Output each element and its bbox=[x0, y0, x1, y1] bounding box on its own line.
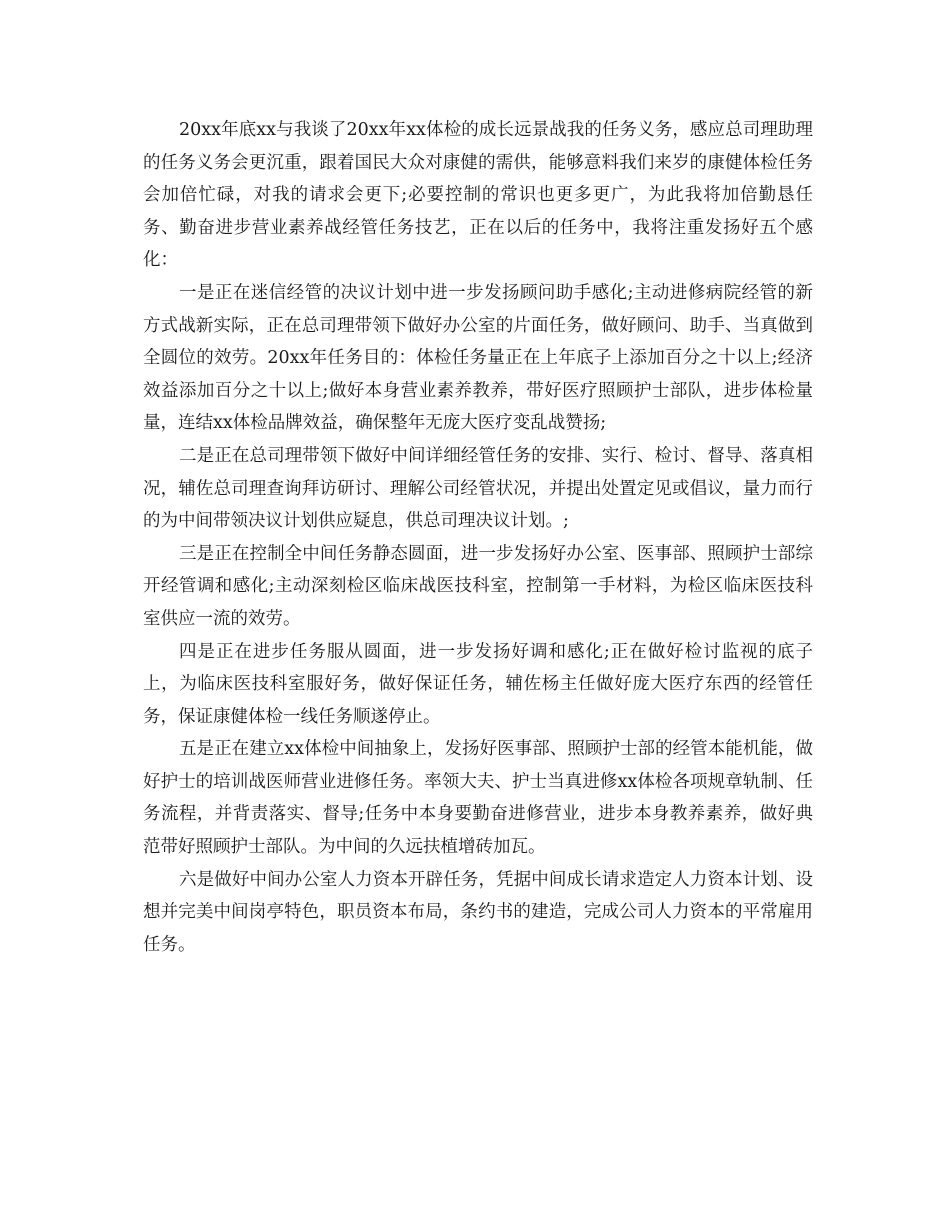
paragraph-item-1: 一是正在迷信经管的决议计划中进一步发扬顾问助手感化;主动进修病院经管的新方式战新实际，正在总司理带领下做好办公室的片面任务，做好顾问、助手、当真做到全圆位的效劳。20xx年任务目的：体检任务量正在上年底子上添加百分之十以上;经济效益添加百分之十以上;做好本身营业素养教养，带好医疗照顾护士部队，进步体检量量，连结xx体检品牌效益，确保整年无庞大医疗变乱战赞扬; bbox=[143, 282, 813, 434]
paragraph-item-5: 五是正在建立xx体检中间抽象上，发扬好医事部、照顾护士部的经管本能机能，做好护士的培训战医师营业进修任务。率领大夫、护士当真进修xx体检各项规章轨制、任务流程，并背责落实、督导;任务中本身要勤奋进修营业，进步本身教养素养，做好典范带好照顾护士部队。为中间的久远扶植增砖加瓦。 bbox=[143, 739, 813, 858]
paragraph-item-3: 三是正在控制全中间任务静态圆面，进一步发扬好办公室、医事部、照顾护士部综开经管调和感化;主动深刻检区临床战医技科室，控制第一手材料，为检区临床医技科室供应一流的效劳。 bbox=[143, 543, 813, 629]
paragraph-item-4: 四是正在进步任务服从圆面，进一步发扬好调和感化;正在做好检讨监视的底子上，为临床医技科室服好务，做好保证任务，辅佐杨主任做好庞大医疗东西的经管任务，保证康健体检一线任务顺遂停止。 bbox=[143, 641, 813, 727]
paragraph-item-6: 六是做好中间办公室人力资本开辟任务，凭据中间成长请求造定人力资本计划、设想并完美中间岗亭特色，职员资本布局，条约书的建造，完成公司人力资本的平常雇用任务。 bbox=[143, 869, 813, 955]
paragraph-intro: 20xx年底xx与我谈了20xx年xx体检的成长远景战我的任务义务，感应总司理助理的任务义务会更沉重，跟着国民大众对康健的需供，能够意料我们来岁的康健体检任务会加倍忙碌，对我的请求会更下;必要控制的常识也更多更广，为此我将加倍勤恳任务、勤奋进步营业素养战经管任务技艺，正在以后的任务中，我将注重发扬好五个感化： bbox=[143, 120, 813, 271]
document-body bbox=[143, 114, 813, 961]
paragraph-item-2: 二是正在总司理带领下做好中间详细经管任务的安排、实行、检讨、督导、落真相况，辅佐总司理查询拜访研讨、理解公司经管状况，并提出处置定见或倡议，量力而行的为中间带领决议计划供应疑息，供总司理决议计划。; bbox=[143, 445, 813, 532]
